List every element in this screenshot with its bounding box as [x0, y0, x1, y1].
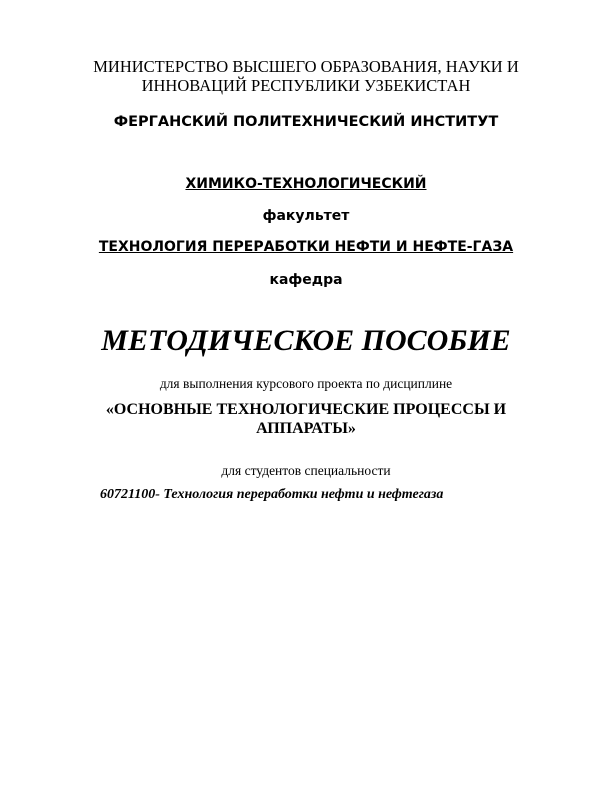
faculty-label: факультет	[262, 208, 350, 224]
department-heading	[0, 238, 612, 256]
course-subject-line-1: «ОСНОВНЫЕ ТЕХНОЛОГИЧЕСКИЕ ПРОЦЕССЫ И	[105, 401, 507, 418]
department-label: кафедра	[269, 272, 343, 288]
course-subject-line-2: АППАРАТЫ»	[256, 420, 356, 437]
specialty-code-name: 60721100- Технология переработки нефти и нефтегаза	[100, 487, 444, 502]
faculty-heading	[0, 175, 612, 193]
document-purpose: для выполнения курсового проекта по дисциплине	[159, 376, 453, 391]
ministry-name-line-2: ИННОВАЦИЙ РЕСПУБЛИКИ УЗБЕКИСТАН	[141, 76, 471, 95]
faculty-name: ХИМИКО-ТЕХНОЛОГИЧЕСКИЙ	[185, 176, 427, 192]
document-type-title: МЕТОДИЧЕСКОЕ ПОСОБИЕ	[101, 324, 511, 357]
ministry-name-line-1: МИНИСТЕРСТВО ВЫСШЕГО ОБРАЗОВАНИЯ, НАУКИ И	[93, 57, 519, 76]
department-name: ТЕХНОЛОГИЯ ПЕРЕРАБОТКИ НЕФТИ И НЕФТЕ-ГАЗА	[98, 239, 514, 255]
institute-name: ФЕРГАНСКИЙ ПОЛИТЕХНИЧЕСКИЙ ИНСТИТУТ	[113, 114, 499, 130]
target-audience: для студентов специальности	[221, 463, 391, 478]
